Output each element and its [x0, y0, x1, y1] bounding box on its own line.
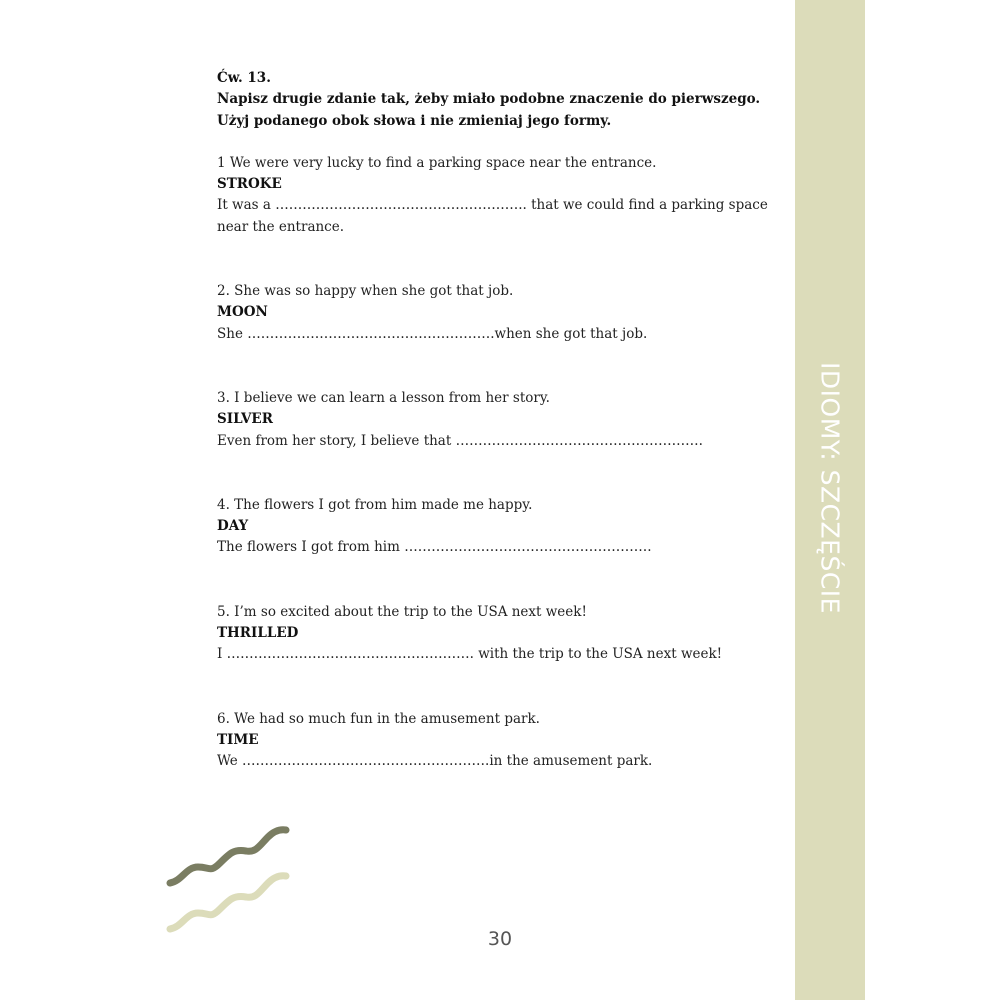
- task-5: [217, 602, 772, 666]
- task-keyword: SILVER: [217, 411, 273, 428]
- task-rewrite: The flowers I got from him ……………………………………………….: [217, 539, 652, 556]
- task-6: [217, 709, 772, 773]
- page-number: 30: [487, 928, 513, 950]
- exercise-content: [217, 68, 772, 816]
- task-sentence: 4. The flowers I got from him made me happy.: [217, 496, 533, 513]
- wave-decoration-icon: [160, 815, 300, 945]
- task-keyword: THRILLED: [217, 625, 299, 642]
- task-sentence: 3. I believe we can learn a lesson from her story.: [217, 389, 550, 406]
- task-2: [217, 281, 772, 345]
- task-4: [217, 495, 772, 559]
- task-rewrite: She ……………………………………………….when she got that job.: [217, 325, 648, 342]
- exercise-number: Ćw. 13.: [217, 70, 271, 86]
- task-rewrite: I ………………………………………………. with the trip to the USA next week!: [217, 646, 723, 663]
- task-rewrite: We ……………………………………………….in the amusement park.: [217, 753, 653, 770]
- task-sentence: 5. I’m so excited about the trip to the USA next week!: [217, 603, 587, 620]
- task-rewrite: Even from her story, I believe that ……………………………………………….: [217, 432, 703, 449]
- task-3: [217, 388, 772, 452]
- task-sentence: 1 We were very lucky to find a parking space near the entrance.: [217, 154, 657, 171]
- task-keyword: TIME: [217, 731, 259, 748]
- wave-dark-icon: [170, 830, 286, 883]
- wave-light-icon: [170, 876, 286, 929]
- task-sentence: 2. She was so happy when she got that job.: [217, 283, 514, 300]
- task-rewrite: It was a ……………………………………………….. that we could find a parking space near the entrance.: [217, 197, 768, 235]
- chapter-title: IDIOMY: SZCZĘŚCIE: [815, 362, 845, 614]
- task-keyword: MOON: [217, 304, 268, 321]
- task-1: [217, 153, 772, 238]
- task-sentence: 6. We had so much fun in the amusement park.: [217, 710, 540, 727]
- task-keyword: STROKE: [217, 176, 282, 193]
- exercise-instruction: Napisz drugie zdanie tak, żeby miało podobne znaczenie do pierwszego. Użyj podanego obok słowa i nie zmieniaj jego formy.: [217, 91, 761, 129]
- task-keyword: DAY: [217, 518, 249, 535]
